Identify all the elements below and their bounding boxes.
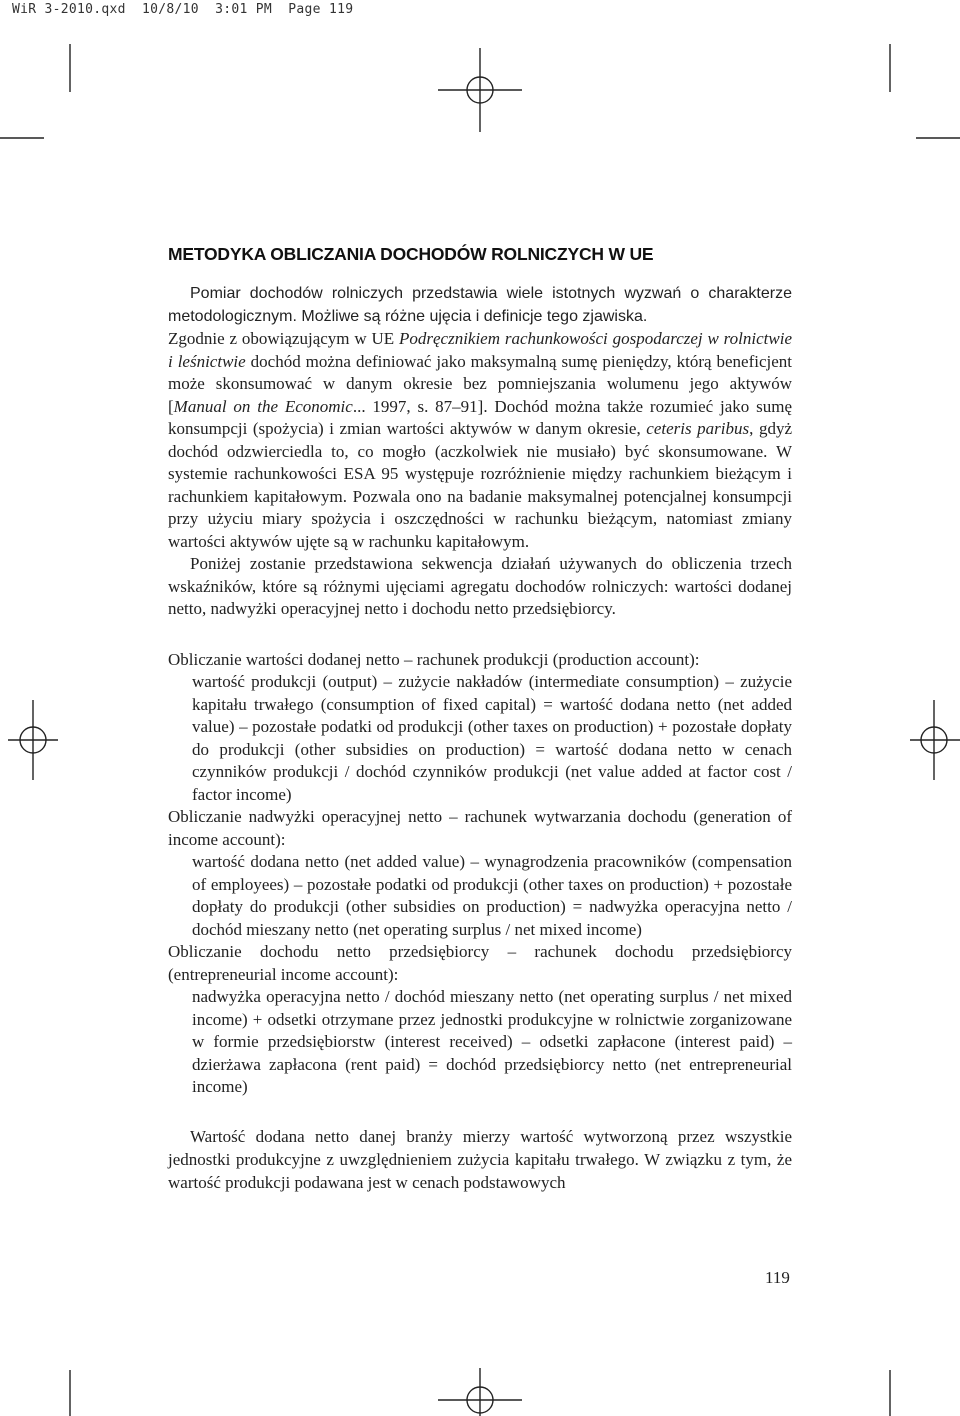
text-run: , gdyż dochód odzwierciedla to, co mogło (aczkolwiek nie musiało) być skonsumowane. W systemie rachunkowości ESA 95 występuje rozróżnienie między rachunkiem bieżącym i rachunkiem kapitałowym. Pozwala ono na badanie maksymalnej potencjalnej konsumpcji przy użyciu miary spożycia i oszczędności w rachunku bieżącym, natomiast zmiany wartości aktywów ujęte są w rachunku kapitałowym. — [168, 419, 793, 551]
intro-paragraph-1: Pomiar dochodów rolniczych przedstawia wiele istotnych wyzwań o charakterze metodologicznym. Możliwe są różne ujęcia i definicje tego zjawiska. — [168, 285, 792, 325]
italic-latin: ceteris paribus — [646, 419, 750, 438]
calculations-section — [168, 649, 792, 1099]
intro-section — [168, 283, 792, 621]
file-slug: WiR 3-2010.qxd 10/8/10 3:01 PM Page 119 — [12, 2, 354, 17]
intro-paragraph-definition — [168, 328, 792, 553]
italic-title: Podręcznikiem rachunkowości gospodarczej w rolnictwie i leśnictwie — [168, 329, 792, 371]
page-body — [168, 244, 792, 1194]
text-run: dochód można definiować jako maksymalną sumę pieniędzy, którą beneficjent może skonsumować w danym okresie bez pomniejszania wolumenu jego aktywów [ — [168, 351, 793, 416]
calc-title-operating-surplus: Obliczanie nadwyżki operacyjnej netto – rachunek wytwarzania dochodu (generation of income account): — [168, 807, 792, 849]
text-run: ... 1997, s. 87–91]. Dochód można także rozumieć jako sumę konsumpcji (spożycia) i zmian wartości aktywów w danym okresie, — [168, 396, 792, 438]
intro-paragraph-2: Poniżej zostanie przedstawiona sekwencja działań używanych do obliczenia trzech wskaźników, które są różnymi ujęciami agregatu dochodów rolniczych: wartości dodanej netto, nadwyżki operacyjnej netto i dochodu netto przedsiębiorcy. — [168, 554, 792, 618]
calc-body-entrepreneurial-income: nadwyżka operacyjna netto / dochód mieszany netto (net operating surplus / net mixed income) + odsetki otrzymane przez jednostki produkcyjne w rolnictwie zorganizowane w formie przedsiębiorstw (interest received) – odsetki zapłacone (interest paid) – dzierżawa zapłacona (rent paid) = dochód przedsiębiorcy netto (net entrepreneurial income) — [192, 987, 792, 1096]
calc-title-net-value-added: Obliczanie wartości dodanej netto – rachunek produkcji (production account): — [168, 649, 700, 669]
closing-paragraph: Wartość dodana netto danej branży mierzy wartość wytworzoną przez wszystkie jednostki produkcyjne z uwzględnieniem zużycia kapitału trwałego. W związku z tym, że wartość produkcji podawana jest w cenach podstawowych — [168, 1126, 792, 1192]
text-run: Zgodnie z obowiązującym w UE — [168, 329, 399, 348]
calc-title-entrepreneurial-income: Obliczanie dochodu netto przedsiębiorcy – rachunek dochodu przedsiębiorcy (entrepreneurial income account): — [168, 942, 792, 984]
italic-citation: Manual on the Economic — [173, 396, 353, 416]
closing-section — [168, 1125, 792, 1194]
calc-body-net-value-added: wartość produkcji (output) – zużycie nakładów (intermediate consumption) – zużycie kapitału trwałego (consumption of fixed capital) = wartość dodana netto (net added value) – pozostałe podatki od produkcji (other taxes on production) + pozostałe dopłaty do produkcji (other subsidies on production) = wartość dodana netto w cenach czynników produkcji / dochód czynników produkcji (net value added at factor cost / factor income) — [192, 672, 792, 804]
section-heading: METODYKA OBLICZANIA DOCHODÓW ROLNICZYCH W UE — [168, 244, 654, 264]
calc-body-operating-surplus: wartość dodana netto (net added value) – wynagrodzenia pracowników (compensation of employees) – pozostałe podatki od produkcji (other taxes on production) + pozostałe dopłaty do produkcji (other subsidies on production) = nadwyżka operacyjna netto / dochód mieszany netto (net operating surplus / net mixed income) — [192, 852, 792, 939]
page-number: 119 — [765, 1268, 790, 1287]
